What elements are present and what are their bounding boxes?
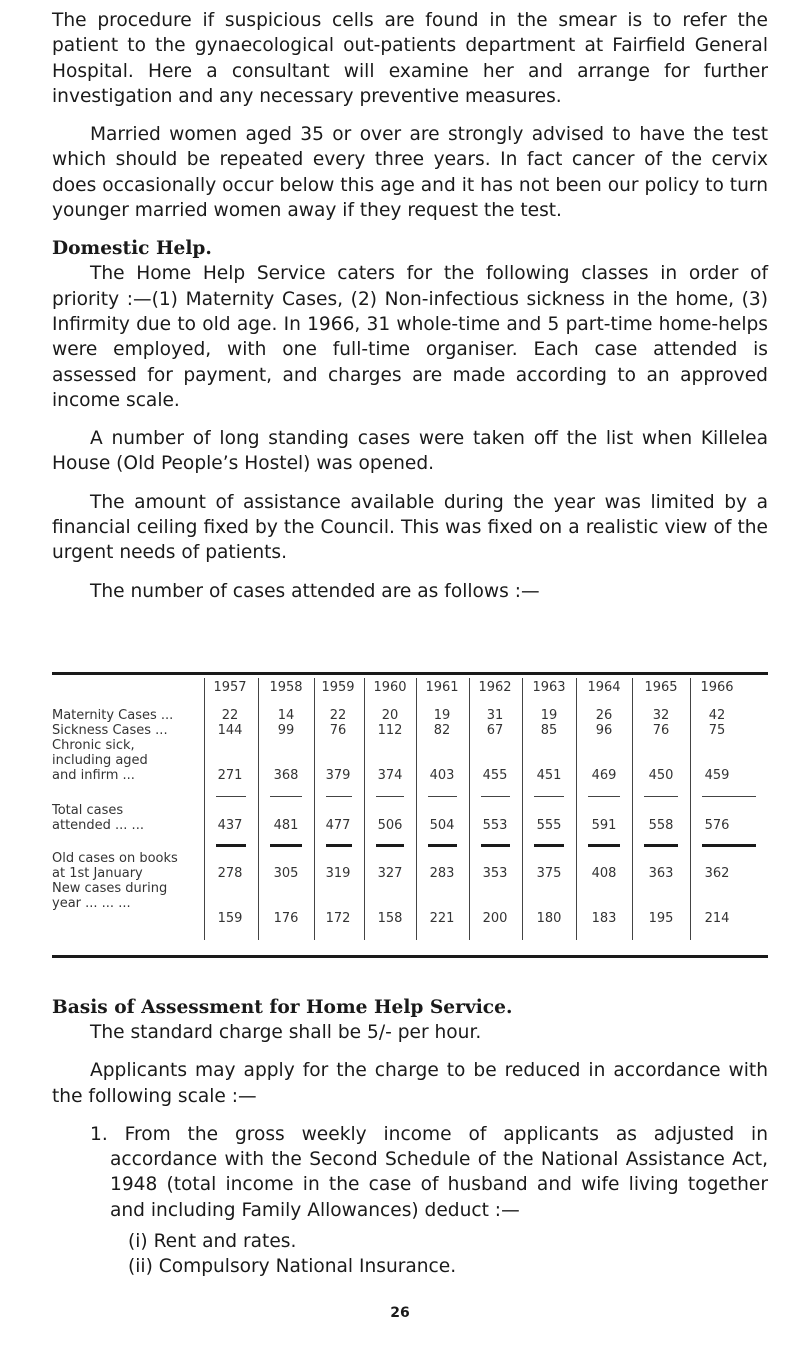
table-cell: 180 — [536, 911, 562, 926]
table-cell: 99 — [277, 723, 295, 738]
table-cell: 82 — [433, 723, 451, 738]
row-label: Maternity Cases ... — [52, 708, 174, 723]
row-label: Chronic sick, including aged and infirm ... — [52, 738, 148, 783]
subtotal-rule — [644, 796, 678, 797]
row-label: New cases during year ... ... ... — [52, 881, 168, 911]
table-cell: 368 — [273, 768, 299, 783]
table-cell: 42 — [708, 708, 726, 723]
year-header: 1958 — [269, 680, 303, 695]
paragraph-killelea-house: A number of long standing cases were taken off the list when Killelea House (Old People’s Hostel) was opened. — [52, 428, 768, 475]
list-item-national-insurance: (ii) Compulsory National Insurance. — [128, 1256, 457, 1278]
table-cell: 408 — [591, 866, 617, 881]
subtotal-rule — [270, 796, 302, 797]
heading-basis-of-assessment: Basis of Assessment for Home Help Service. — [52, 997, 513, 1018]
table-cell: 555 — [536, 818, 562, 833]
table-cell: 195 — [648, 911, 674, 926]
total-rule — [270, 844, 302, 847]
table-cell: 200 — [482, 911, 508, 926]
table-cell: 76 — [329, 723, 347, 738]
table-cell: 327 — [377, 866, 403, 881]
table-cell: 363 — [648, 866, 674, 881]
table-cell: 477 — [325, 818, 351, 833]
paragraph-cases-intro: The number of cases attended are as follows :— — [90, 580, 540, 602]
year-header: 1960 — [373, 680, 407, 695]
subtotal-rule — [588, 796, 620, 797]
year-header: 1961 — [425, 680, 459, 695]
table-cell: 158 — [377, 911, 403, 926]
table-cell: 183 — [591, 911, 617, 926]
paragraph-assistance-limit: The amount of assistance available during the year was limited by a financial ceiling fixed by the Council. This was fixed on a realistic view of the urgent needs of patients. — [52, 491, 768, 564]
table-cell: 32 — [652, 708, 670, 723]
total-rule — [481, 844, 510, 847]
table-cell: 22 — [329, 708, 347, 723]
row-label: Total cases attended ... ... — [52, 803, 144, 833]
table-cell: 469 — [591, 768, 617, 783]
table-cell: 362 — [704, 866, 730, 881]
column-divider — [522, 678, 523, 940]
year-header: 1966 — [700, 680, 734, 695]
table-cell: 375 — [536, 866, 562, 881]
table-cell: 353 — [482, 866, 508, 881]
table-cell: 506 — [377, 818, 403, 833]
subtotal-rule — [534, 796, 564, 797]
subtotal-rule — [481, 796, 510, 797]
table-cell: 455 — [482, 768, 508, 783]
total-rule — [644, 844, 678, 847]
paragraph-apply-reduction: Applicants may apply for the charge to be reduced in accordance with the following scale :— — [52, 1060, 768, 1107]
table-cell: 144 — [217, 723, 243, 738]
table-cell: 20 — [381, 708, 399, 723]
subtotal-rule — [216, 796, 246, 797]
page-body — [52, 8, 768, 604]
table-cell: 271 — [217, 768, 243, 783]
list-item-1: 1. From the gross weekly income of applicants as adjusted in accordance with the Second Schedule of the National Assistance Act, 1948 (total income in the case of husband and wife living together and including Family Allowances) deduct :— — [90, 1123, 768, 1221]
assessment-section — [52, 995, 768, 1280]
table-cell: 76 — [652, 723, 670, 738]
column-divider — [576, 678, 577, 940]
paragraph-home-help-service: The Home Help Service caters for the following classes in order of priority :—(1) Maternity Cases, (2) Non-infectious sickness in the home, (3) Infirmity due to old age. In 1966, 31 whole-time and 5 part-time home-helps were employed, with one full-time organiser. Each case attended is assessed for payment, and charges are made according to an approved income scale. — [52, 263, 768, 411]
deduction-list — [90, 1122, 768, 1280]
table-cell: 67 — [486, 723, 504, 738]
table-top-rule — [52, 672, 768, 675]
page-number: 26 — [390, 1305, 410, 1321]
list-item-rent-rates: (i) Rent and rates. — [128, 1231, 297, 1253]
table-cell: 374 — [377, 768, 403, 783]
table-cell: 481 — [273, 818, 299, 833]
paragraph-married-women: Married women aged 35 or over are strongly advised to have the test which should be repeated every three years. In fact cancer of the cervix does occasionally occur below this age and it has not been our policy to turn younger married women away if they request the test. — [52, 124, 768, 222]
paragraph-procedure: The procedure if suspicious cells are found in the smear is to refer the patient to the gynaecological out-patients department at Fairfield General Hospital. Here a consultant will examine her and arrange for further investigation and any necessary preventive measures. — [52, 10, 768, 107]
table-cell: 379 — [325, 768, 351, 783]
table-cell: 172 — [325, 911, 351, 926]
column-divider — [690, 678, 691, 940]
table-cell: 283 — [429, 866, 455, 881]
table-cell: 112 — [377, 723, 403, 738]
paragraph-standard-charge: The standard charge shall be 5/- per hour. — [90, 1022, 482, 1043]
subtotal-rule — [376, 796, 404, 797]
table-cell: 19 — [540, 708, 558, 723]
table-cell: 504 — [429, 818, 455, 833]
table-bottom-rule — [52, 955, 768, 958]
table-cell: 22 — [221, 708, 239, 723]
year-header: 1959 — [321, 680, 355, 695]
table-cell: 553 — [482, 818, 508, 833]
table-cell: 96 — [595, 723, 613, 738]
total-rule — [428, 844, 457, 847]
total-rule — [534, 844, 564, 847]
heading-domestic-help: Domestic Help. — [52, 238, 212, 260]
table-cell: 214 — [704, 911, 730, 926]
subtotal-rule — [702, 796, 756, 797]
table-cell: 319 — [325, 866, 351, 881]
table-cell: 403 — [429, 768, 455, 783]
subtotal-rule — [326, 796, 352, 797]
table-cell: 31 — [486, 708, 504, 723]
table-cell: 451 — [536, 768, 562, 783]
table-cell: 26 — [595, 708, 613, 723]
table-cell: 85 — [540, 723, 558, 738]
total-rule — [326, 844, 352, 847]
cases-attended-table — [52, 672, 768, 962]
table-cell: 459 — [704, 768, 730, 783]
year-header: 1965 — [644, 680, 678, 695]
total-rule — [702, 844, 756, 847]
table-cell: 75 — [708, 723, 726, 738]
year-header: 1962 — [478, 680, 512, 695]
total-rule — [376, 844, 404, 847]
table-cell: 19 — [433, 708, 451, 723]
total-rule — [216, 844, 246, 847]
table-cell: 14 — [277, 708, 295, 723]
row-label: Sickness Cases ... — [52, 723, 168, 738]
table-cell: 591 — [591, 818, 617, 833]
table-cell: 558 — [648, 818, 674, 833]
year-header: 1964 — [587, 680, 621, 695]
year-header: 1957 — [213, 680, 247, 695]
table-cell: 450 — [648, 768, 674, 783]
table-cell: 221 — [429, 911, 455, 926]
table-cell: 176 — [273, 911, 299, 926]
table-cell: 576 — [704, 818, 730, 833]
column-divider — [258, 678, 259, 940]
subtotal-rule — [428, 796, 457, 797]
total-rule — [588, 844, 620, 847]
table-cell: 278 — [217, 866, 243, 881]
table-cell: 305 — [273, 866, 299, 881]
table-cell: 159 — [217, 911, 243, 926]
year-header: 1963 — [532, 680, 566, 695]
column-divider — [632, 678, 633, 940]
row-label: Old cases on books at 1st January — [52, 851, 178, 881]
table-cell: 437 — [217, 818, 243, 833]
